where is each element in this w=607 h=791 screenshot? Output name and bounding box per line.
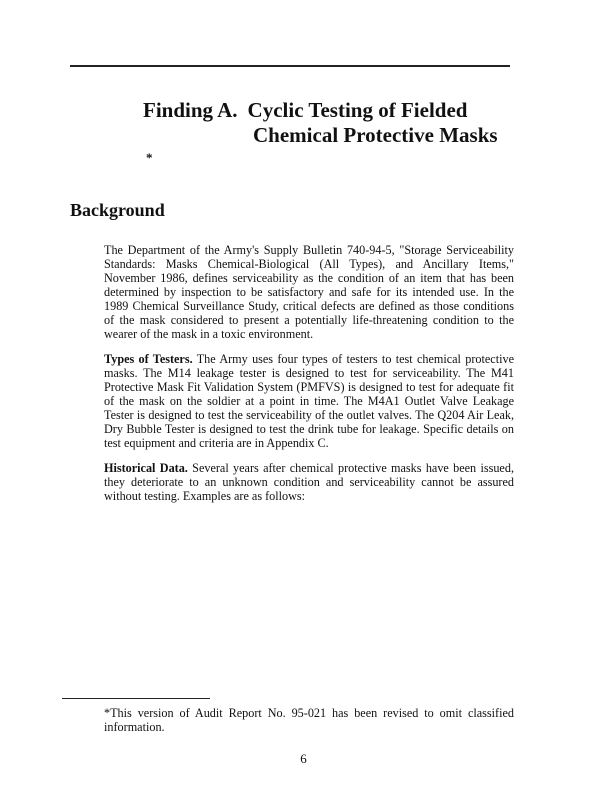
footnote-rule	[62, 698, 210, 699]
section-heading: Background	[70, 200, 165, 220]
finding-label: Finding A.	[143, 98, 238, 122]
paragraph-text: Several years after chemical protective masks have been issued, they deteriorate to an unknown condition and serviceability cannot be assured without testing. Examples are as follows:	[104, 461, 514, 503]
page-number: 6	[300, 751, 307, 766]
footnote: *This version of Audit Report No. 95-021 has been revised to omit classified information.	[104, 706, 514, 734]
finding-title-text-1: Cyclic Testing of Fielded	[247, 98, 468, 122]
footnote-marker: *	[146, 150, 153, 165]
finding-title	[143, 98, 563, 148]
top-rule	[70, 65, 510, 67]
paragraph-historical-data	[104, 461, 514, 503]
finding-title-line-2: Chemical Protective Masks	[253, 123, 498, 147]
paragraph-text: The Department of the Army's Supply Bulletin 740-94-5, "Storage Serviceability Standards: Masks Chemical-Biological (All Types), and Ancillary Items," November 1986, defines serviceability as the condition of an item that has been determined by inspection to be satisfactory and safe for its intended use. In the 1989 Chemical Surveillance Study, critical defects are defined as those conditions of the mask considered to present a potentially life-threatening condition to the wearer of the mask in a toxic environment.	[104, 243, 514, 341]
finding-title-line-1	[143, 98, 563, 123]
paragraph-background	[104, 243, 514, 341]
paragraph-text: The Army uses four types of testers to test chemical protective masks. The M14 leakage tester is designed to test for serviceability. The M41 Protective Mask Fit Validation System (PMFVS) is designed to test for adequate fit of the mask on the soldier at a point in time. The M4A1 Outlet Valve Leakage Tester is designed to test the serviceability of the outlet valves. The Q204 Air Leak, Dry Bubble Tester is designed to test the drink tube for leakage. Specific details on test equipment and criteria are in Appendix C.	[104, 352, 514, 450]
body-text	[104, 243, 514, 514]
paragraph-types-of-testers	[104, 352, 514, 450]
paragraph-lead: Historical Data.	[104, 461, 188, 475]
paragraph-lead: Types of Testers.	[104, 352, 193, 366]
